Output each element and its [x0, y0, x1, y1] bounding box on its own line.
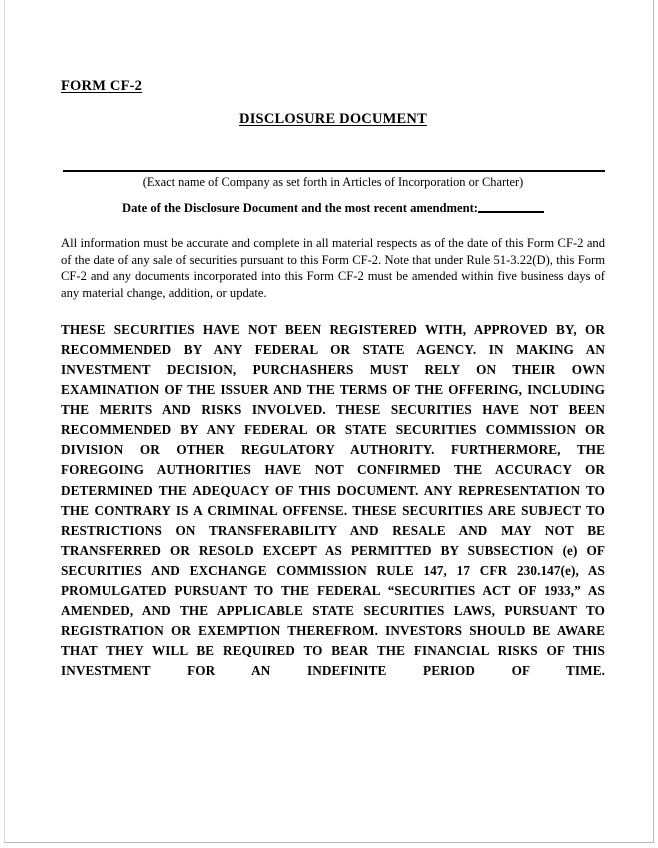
form-number-heading: FORM CF-2	[61, 78, 143, 94]
intro-paragraph: All information must be accurate and complete in all material respects as of the date of this Form CF-2 and of the date of any sale of securities pursuant to this Form CF-2. Note that under Rule 51-3.22(D), this Form CF-2 and any documents incorporated into this Form CF-2 must be amended within five business days of any material change, addition, or update.	[61, 236, 605, 300]
document-page	[4, 0, 654, 843]
securities-legend-paragraph: THESE SECURITIES HAVE NOT BEEN REGISTERED WITH, APPROVED BY, OR RECOMMENDED BY ANY FEDERAL OR STATE AGENCY. IN MAKING AN INVESTMENT DECISION, PURCHASHERS MUST RELY ON THEIR OWN EXAMINATION OF THE ISSUER AND THE TERMS OF THE OFFERING, INCLUDING THE MERITS AND RISKS INVOLVED. THESE SECURITIES HAVE NOT BEEN RECOMMENDED BY ANY FEDERAL OR STATE SECURITIES COMMISSION OR DIVISION OR OTHER REGULATORY AUTHORITY. FURTHERMORE, THE FOREGOING AUTHORITIES HAVE NOT CONFIRMED THE ACCURACY OR DETERMINED THE ADEQUACY OF THIS DOCUMENT. ANY REPRESENTATION TO THE CONTRARY IS A CRIMINAL OFFENSE. THESE SECURITIES ARE SUBJECT TO RESTRICTIONS ON TRANSFERABILITY AND RESALE AND MAY NOT BE TRANSFERRED OR RESOLD EXCEPT AS PERMITTED BY SUBSECTION (e) OF SECURITIES AND EXCHANGE COMMISSION RULE 147, 17 CFR 230.147(e), AS PROMULGATED PURSUANT TO THE FEDERAL “SECURITIES ACT OF 1933,” AS AMENDED, AND THE APPLICABLE STATE SECURITIES LAWS, PURSUANT TO REGISTRATION OR EXEMPTION THEREFROM. INVESTORS SHOULD BE AWARE THAT THEY WILL BE REQUIRED TO BEAR THE FINANCIAL RISKS OF THIS INVESTMENT FOR AN INDEFINITE PERIOD OF TIME.	[61, 322, 605, 679]
company-name-rule	[63, 170, 605, 172]
document-title	[61, 111, 605, 128]
document-title-text: DISCLOSURE DOCUMENT	[239, 111, 427, 127]
company-name-caption: (Exact name of Company as set forth in Articles of Incorporation or Charter)	[142, 175, 524, 189]
disclosure-date-blank[interactable]	[478, 211, 544, 213]
disclosure-date-label: Date of the Disclosure Document and the most recent amendment:	[122, 201, 478, 215]
disclosure-date-line	[61, 201, 605, 216]
